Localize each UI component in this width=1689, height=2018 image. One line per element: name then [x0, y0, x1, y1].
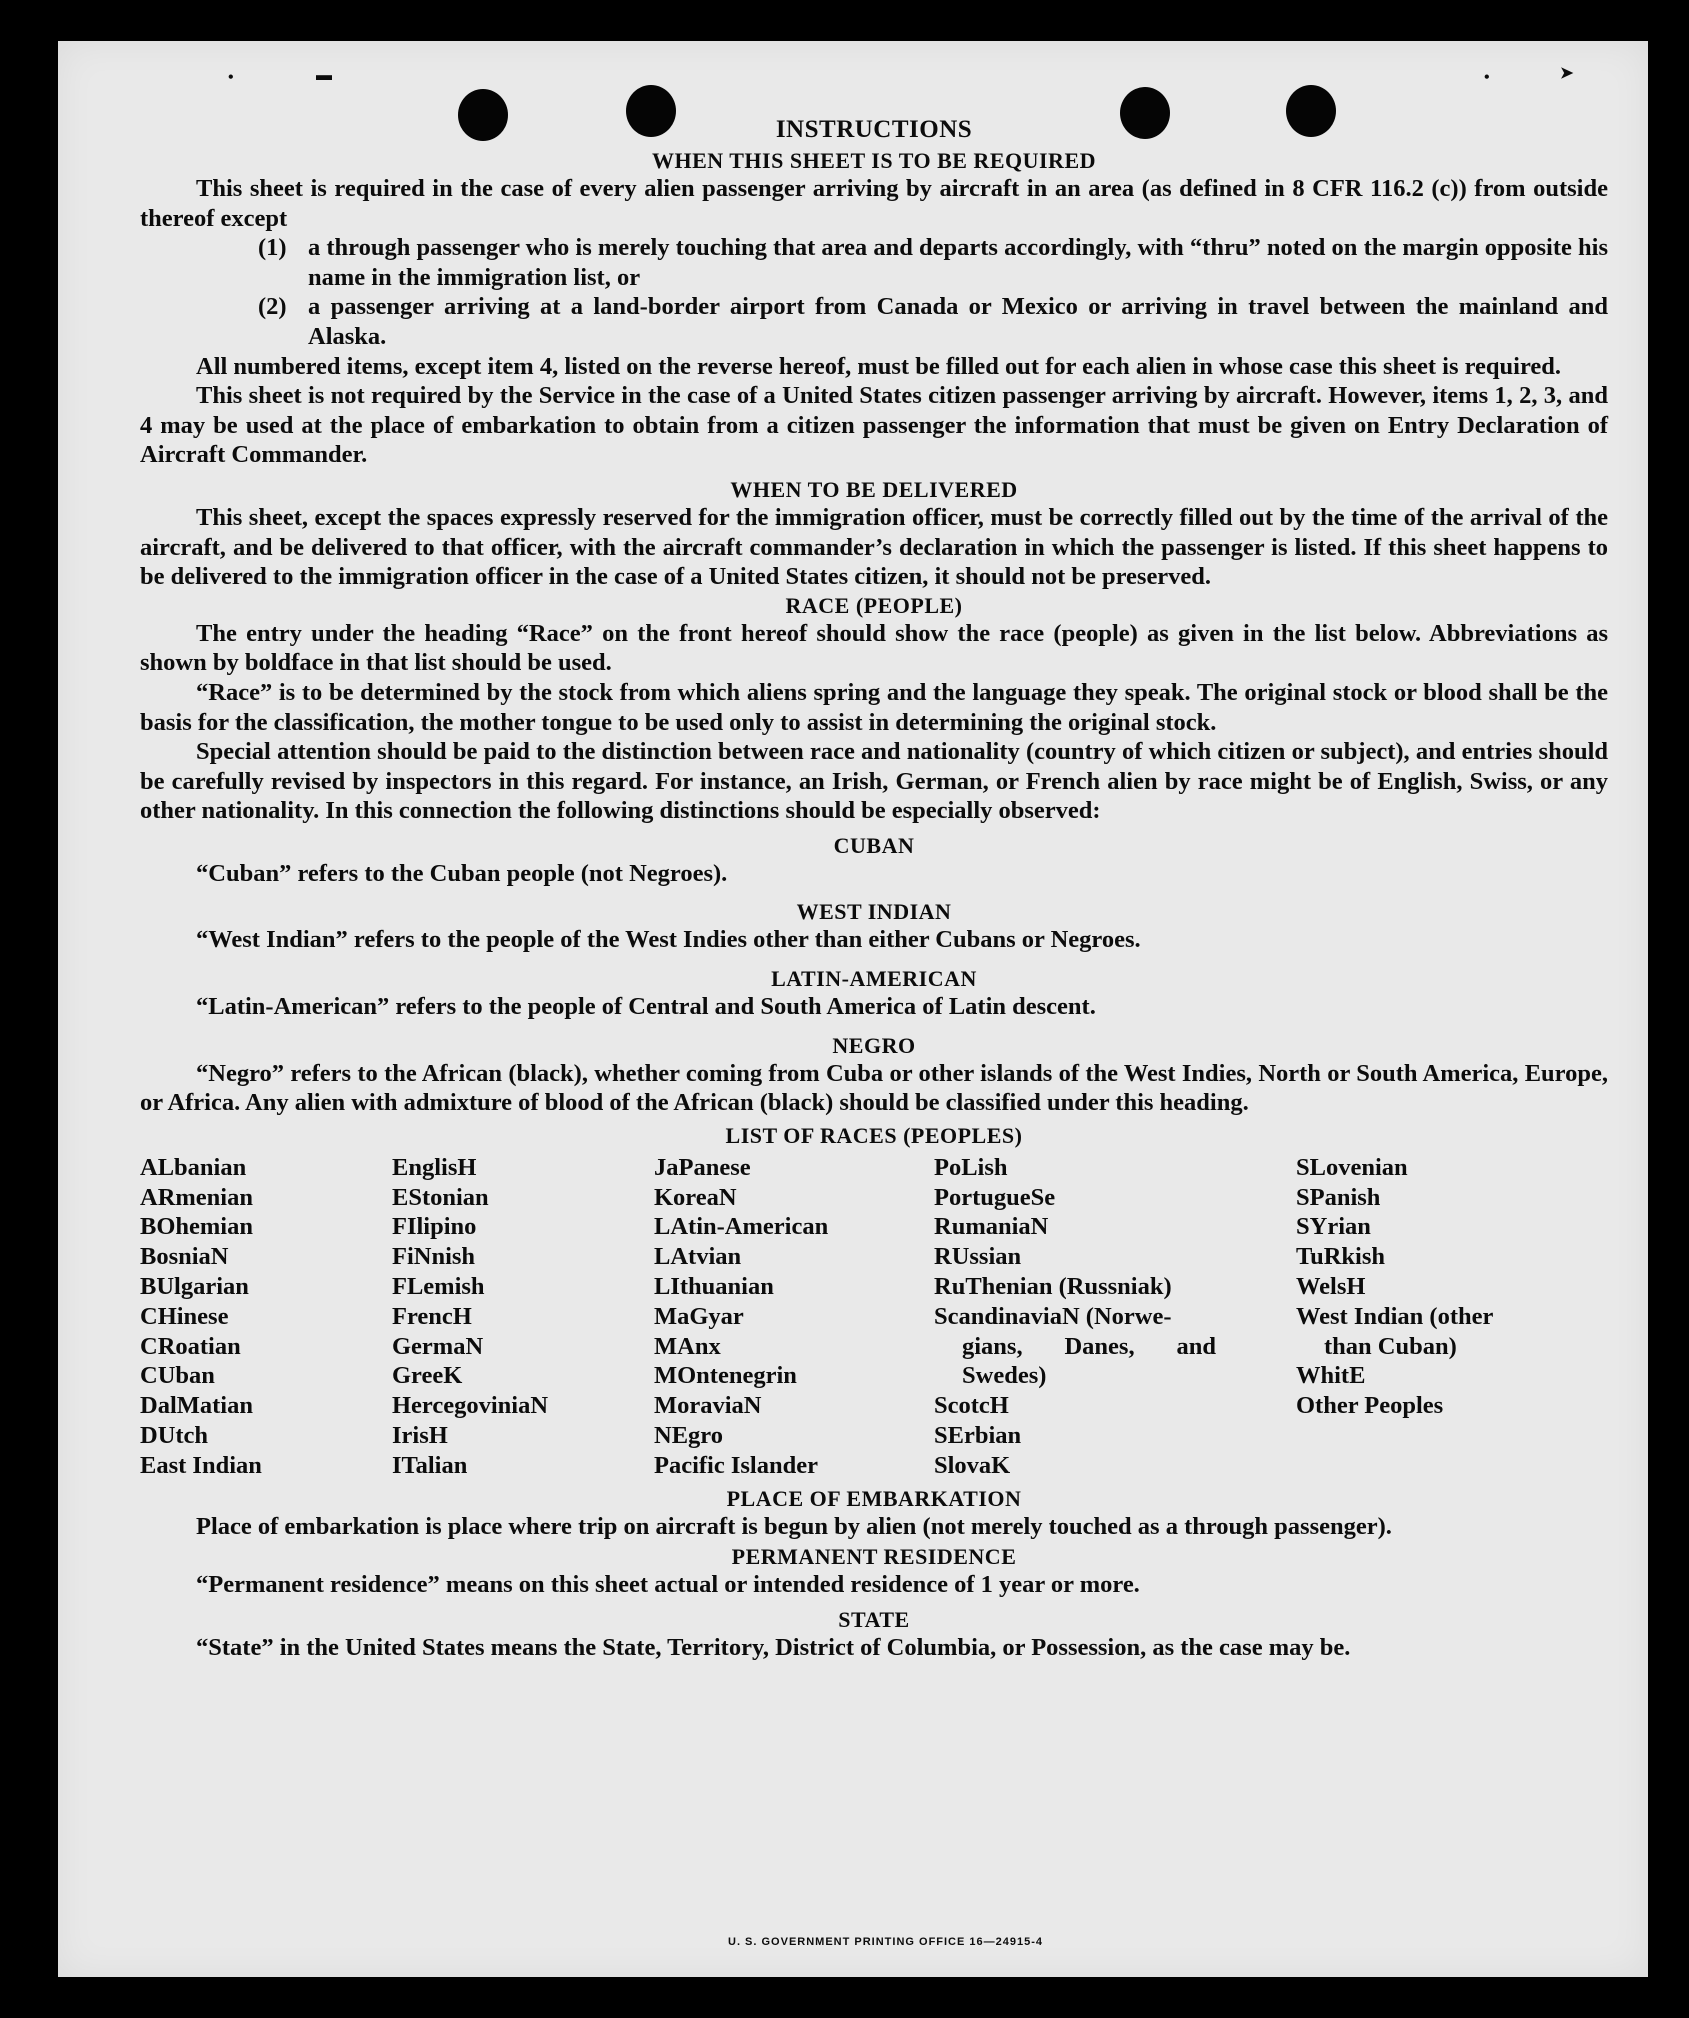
race-item: SLovenian: [1296, 1153, 1408, 1181]
race-column: [934, 1153, 1296, 1481]
race-item: LIthuanian: [654, 1273, 774, 1301]
race-item: RUssian: [934, 1243, 1022, 1271]
race-item: EStonian: [392, 1183, 489, 1211]
paragraph: This sheet is required in the case of every alien passenger arriving by aircraft in an area (as defined in 8 CFR 116.2 (c)) from outside thereof except: [140, 175, 1608, 232]
paragraph: The entry under the heading “Race” on the front hereof should show the race (people) as given in the list below. Abbreviations as shown by boldface in that list should be used.: [140, 619, 1608, 677]
margin-mark: ▬: [316, 67, 332, 84]
race-item: JaPanese: [654, 1153, 751, 1181]
paragraph: “Race” is to be determined by the stock from which aliens spring and the language they speak. The original stock or blood shall be the basis for the classification, the mother tongue to be used only to assist in determining the original stock.: [140, 678, 1608, 736]
race-item: PoLish: [934, 1153, 1008, 1181]
race-item-scandinavian: [934, 1302, 1216, 1391]
paragraph: This sheet, except the spaces expressly reserved for the immigration officer, must be correctly filled out by the time of the arrival of the aircraft, and be delivered to that officer, with the aircraft commander’s declaration in which the passenger is listed. If this sheet happens to be delivered to the immigration officer in the case of a United States citizen, it should not be preserved.: [140, 503, 1608, 591]
race-item: FrencH: [392, 1302, 472, 1330]
race-item: RumaniaN: [934, 1213, 1049, 1241]
item-number: (2): [258, 293, 287, 321]
section-heading: STATE: [838, 1606, 910, 1632]
instructions-body: [140, 113, 1608, 1662]
race-item: IrisH: [392, 1422, 448, 1450]
race-item: ALbanian: [140, 1153, 247, 1181]
section-heading: WHEN TO BE DELIVERED: [730, 476, 1018, 502]
race-item-word: Danes,: [1064, 1332, 1135, 1360]
race-column: [140, 1153, 392, 1481]
section-heading: WEST INDIAN: [796, 899, 952, 925]
race-item-west-indian: [1296, 1302, 1586, 1362]
race-item: DalMatian: [140, 1392, 253, 1420]
race-subgroup: [934, 1153, 1296, 1302]
race-item: GermaN: [392, 1332, 484, 1360]
race-item: BUlgarian: [140, 1273, 249, 1301]
section-heading: CUBAN: [833, 832, 915, 858]
race-item: SErbian: [934, 1422, 1022, 1450]
section-heading: WHEN THIS SHEET IS TO BE REQUIRED: [651, 148, 1097, 173]
item-text: a through passenger who is merely touching that area and departs accordingly, with “thru” noted on the margin opposite his name in the immigration list, or: [308, 234, 1608, 291]
race-column: [654, 1153, 934, 1481]
race-item: RuThenian (Russniak): [934, 1273, 1172, 1301]
printer-imprint: U. S. GOVERNMENT PRINTING OFFICE 16—24915-4: [728, 1936, 1044, 1948]
race-item: SlovaK: [934, 1451, 1011, 1479]
race-item: TuRkish: [1296, 1243, 1386, 1271]
race-item-word: gians,: [962, 1332, 1023, 1360]
race-item: FiNnish: [392, 1243, 476, 1271]
race-subgroup: [1296, 1361, 1586, 1421]
race-item: SPanish: [1296, 1183, 1381, 1211]
race-item: CRoatian: [140, 1332, 241, 1360]
paragraph: All numbered items, except item 4, listed on the reverse hereof, must be filled out for each alien in whose case this sheet is required.: [196, 352, 1562, 380]
race-column: [1296, 1153, 1586, 1481]
race-subgroup: [1296, 1153, 1586, 1302]
paragraph: Special attention should be paid to the distinction between race and nationality (country of which citizen or subject), and entries should be carefully revised by inspectors in this regard. For instance, an Irish, German, or French alien by race might be of English, Swiss, or any other nationality. In this connection the following distinctions should be especially observed:: [140, 738, 1608, 825]
paragraph: “Cuban” refers to the Cuban people (not Negroes).: [196, 859, 728, 887]
race-item: HercegoviniaN: [392, 1392, 549, 1420]
race-column: [392, 1153, 654, 1481]
race-item: Pacific Islander: [654, 1451, 818, 1479]
race-item: MaGyar: [654, 1302, 744, 1330]
race-item: KoreaN: [654, 1183, 737, 1211]
document-sheet: [58, 41, 1648, 1977]
list-item: [140, 233, 1608, 292]
section-heading: LIST OF RACES (PEOPLES): [725, 1122, 1023, 1148]
section-heading: LATIN-AMERICAN: [771, 966, 977, 992]
race-item: MOntenegrin: [654, 1362, 797, 1390]
paragraph: This sheet is not required by the Service in the case of a United States citizen passenger arriving by aircraft. However, items 1, 2, 3, and 4 may be used at the place of embarkation to obtain from a citizen passenger the information that must be given on Entry Declaration of Aircraft Commander.: [140, 382, 1608, 469]
race-subgroup: [934, 1391, 1296, 1480]
margin-mark: ➤: [1560, 65, 1574, 82]
paragraph: “Latin-American” refers to the people of Central and South America of Latin descent.: [196, 993, 1096, 1021]
race-item-line: ScandinaviaN (Norwe-: [934, 1302, 1172, 1330]
list-item: [140, 292, 1608, 351]
page-title: INSTRUCTIONS: [775, 116, 973, 143]
race-item-line: [934, 1332, 1216, 1362]
race-item: FLemish: [392, 1273, 485, 1301]
race-item: ITalian: [392, 1451, 468, 1479]
item-text: a passenger arriving at a land-border airport from Canada or Mexico or arriving in travel between the mainland and Alaska.: [308, 293, 1608, 350]
race-item: ARmenian: [140, 1183, 253, 1211]
race-list: [140, 1153, 1608, 1481]
section-heading: PLACE OF EMBARKATION: [726, 1485, 1022, 1511]
paragraph: “Permanent residence” means on this sheet actual or intended residence of 1 year or more.: [196, 1571, 1140, 1599]
race-item: WelsH: [1296, 1273, 1366, 1301]
race-item: GreeK: [392, 1362, 463, 1390]
paragraph: “West Indian” refers to the people of the West Indies other than either Cubans or Negroes.: [196, 926, 1141, 954]
paragraph: Place of embarkation is place where trip on aircraft is begun by alien (not merely touched as a through passenger).: [196, 1512, 1392, 1540]
race-item: DUtch: [140, 1422, 209, 1450]
race-item-line: Swedes): [962, 1362, 1047, 1390]
section-heading: RACE (PEOPLE): [785, 592, 963, 618]
race-item: East Indian: [140, 1451, 262, 1479]
paragraph: “State” in the United States means the State, Territory, District of Columbia, or Possession, as the case may be.: [196, 1633, 1351, 1661]
section-heading: NEGRO: [832, 1032, 916, 1058]
race-item: PortugueSe: [934, 1183, 1056, 1211]
section-heading: PERMANENT RESIDENCE: [731, 1544, 1017, 1570]
race-item: MAnx: [654, 1332, 721, 1360]
race-item: NEgro: [654, 1422, 723, 1450]
paragraph: “Negro” refers to the African (black), whether coming from Cuba or other islands of the West Indies, North or South America, Europe, or Africa. Any alien with admixture of blood of the African (black) should be classified under this heading.: [140, 1059, 1608, 1117]
race-item-line: West Indian (other: [1296, 1302, 1494, 1330]
race-item-word: and: [1176, 1332, 1216, 1360]
race-item: LAtvian: [654, 1243, 742, 1271]
race-item: CUban: [140, 1362, 215, 1390]
race-item: MoraviaN: [654, 1392, 762, 1420]
item-number: (1): [258, 234, 287, 262]
race-item: CHinese: [140, 1302, 229, 1330]
race-item: EnglisH: [392, 1153, 477, 1181]
race-item: WhitE: [1296, 1362, 1366, 1390]
race-item: FIlipino: [392, 1213, 477, 1241]
race-item-line: than Cuban): [1324, 1332, 1457, 1360]
margin-mark: •: [228, 69, 234, 86]
race-item: Other Peoples: [1296, 1392, 1444, 1420]
race-item: BOhemian: [140, 1213, 253, 1241]
margin-mark: •: [1484, 69, 1490, 86]
race-item: LAtin-American: [654, 1213, 829, 1241]
race-item: SYrian: [1296, 1213, 1371, 1241]
race-item: BosniaN: [140, 1243, 229, 1271]
race-item: ScotcH: [934, 1392, 1009, 1420]
